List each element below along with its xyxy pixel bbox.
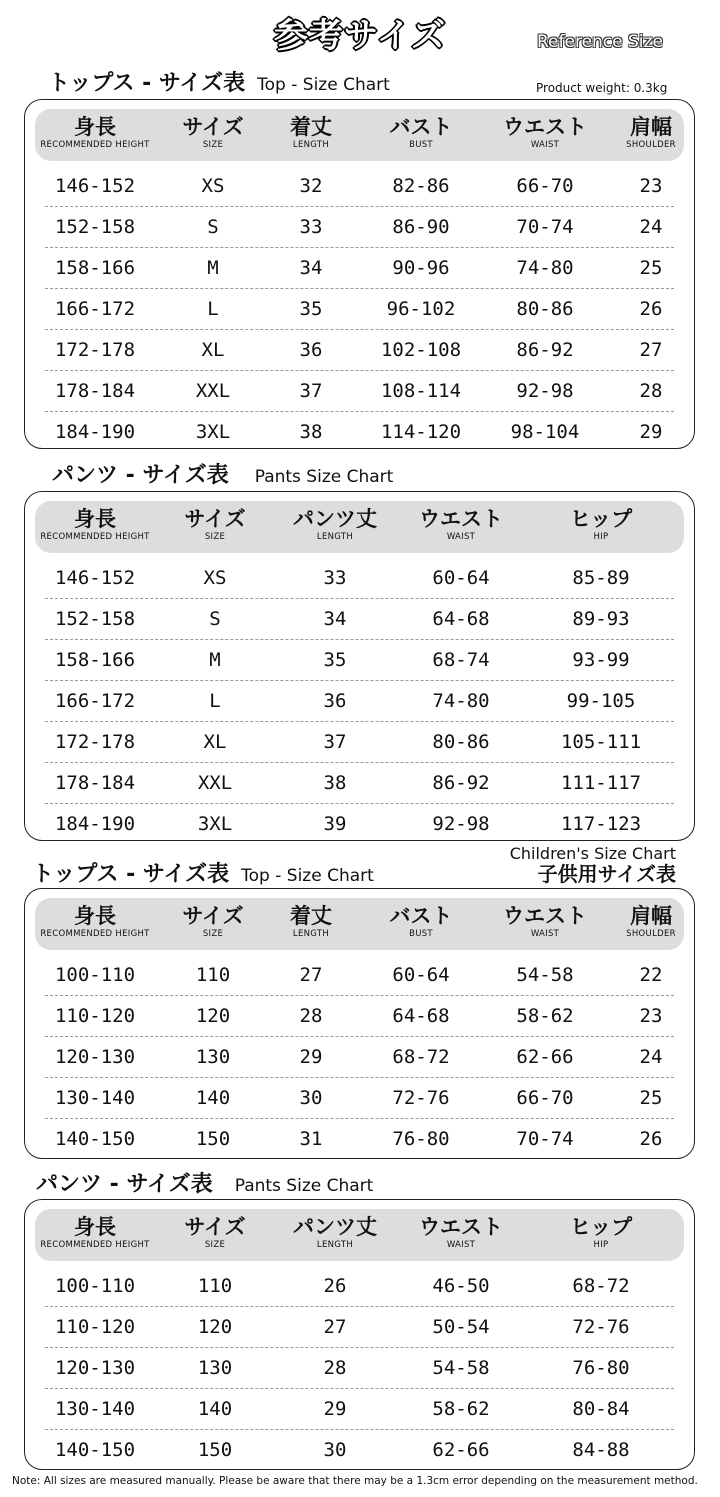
table-cell: 68-72 <box>572 1275 630 1297</box>
tops-child-title-jp: トップス - サイズ表 <box>32 862 230 887</box>
table-cell: 34 <box>299 257 323 279</box>
column-header <box>251 109 371 151</box>
table-cell: 158-166 <box>54 649 136 671</box>
table-row <box>45 1037 674 1078</box>
table-cell: 96-102 <box>386 298 456 320</box>
column-header-en: SHOULDER <box>626 140 676 150</box>
table-cell: 23 <box>639 1005 663 1027</box>
column-header-jp: 肩幅 <box>630 904 672 928</box>
table-cell: XS <box>201 175 225 197</box>
column-header-jp: パンツ丈 <box>293 1215 377 1239</box>
table-cell: 72-76 <box>572 1316 630 1338</box>
column-header-en: BUST <box>409 929 433 939</box>
table-cell: 110 <box>197 1275 233 1297</box>
table-cell: 64-68 <box>392 1005 450 1027</box>
pants-child-title-en: Pants Size Chart <box>234 1176 374 1196</box>
table-header <box>35 1209 684 1261</box>
table-row <box>45 1430 674 1470</box>
table-cell: 102-108 <box>380 339 462 361</box>
table-cell: 3XL <box>195 421 231 443</box>
table-cell: 34 <box>323 608 347 630</box>
column-header <box>35 501 155 543</box>
table-cell: 86-92 <box>516 339 574 361</box>
table-cell: 120-130 <box>54 1357 136 1379</box>
table-cell: 140 <box>195 1087 231 1109</box>
column-header-en: WAIST <box>446 532 476 542</box>
table-header <box>35 501 684 553</box>
table-cell: 140 <box>197 1398 233 1420</box>
table-cell: 70-74 <box>516 1128 574 1150</box>
table-cell: 80-86 <box>516 298 574 320</box>
table-cell: 166-172 <box>54 298 136 320</box>
table-cell: 114-120 <box>380 421 462 443</box>
column-header <box>401 501 521 543</box>
tops-child-title <box>32 857 374 888</box>
column-header <box>35 898 155 940</box>
table-cell: 117-123 <box>560 813 642 835</box>
table-cell: 24 <box>639 1046 663 1068</box>
table-row <box>45 330 674 371</box>
table-cell: 54-58 <box>432 1357 490 1379</box>
column-header-jp: パンツ丈 <box>293 507 377 531</box>
column-header-jp: ヒップ <box>569 1215 633 1239</box>
tops-adult-title-jp: トップス - サイズ表 <box>48 71 246 96</box>
table-cell: 35 <box>323 649 347 671</box>
column-header <box>155 501 275 543</box>
table-cell: 70-74 <box>516 216 574 238</box>
table-cell: L <box>207 298 219 320</box>
table-cell: 184-190 <box>54 421 136 443</box>
column-header-en: SIZE <box>204 1240 226 1250</box>
table-cell: 178-184 <box>54 380 136 402</box>
table-cell: 110-120 <box>54 1316 136 1338</box>
column-header <box>251 898 371 940</box>
column-header-jp: ヒップ <box>569 507 633 531</box>
table-cell: 66-70 <box>516 175 574 197</box>
column-header-en: SHOULDER <box>626 929 676 939</box>
table-row <box>45 804 674 844</box>
column-header-en: SIZE <box>202 140 224 150</box>
children-size-label-jp: 子供用サイズ表 <box>537 862 676 886</box>
table-cell: 22 <box>639 964 663 986</box>
column-header-en: WAIST <box>446 1240 476 1250</box>
table-cell: 105-111 <box>560 731 642 753</box>
table-cell: 93-99 <box>572 649 630 671</box>
column-header <box>591 109 711 151</box>
table-cell: 120-130 <box>54 1046 136 1068</box>
table-cell: 120 <box>197 1316 233 1338</box>
table-cell: 66-70 <box>516 1087 574 1109</box>
table-cell: 92-98 <box>516 380 574 402</box>
table-row <box>45 289 674 330</box>
table-cell: 152-158 <box>54 216 136 238</box>
table-row <box>45 996 674 1037</box>
table-cell: 82-86 <box>392 175 450 197</box>
column-header <box>485 109 605 151</box>
table-cell: 68-74 <box>432 649 490 671</box>
table-cell: 3XL <box>197 813 233 835</box>
table-cell: 38 <box>299 421 323 443</box>
table-cell: 166-172 <box>54 690 136 712</box>
table-cell: 27 <box>323 1316 347 1338</box>
table-cell: S <box>207 216 219 238</box>
column-header <box>541 501 661 543</box>
table-cell: M <box>209 649 221 671</box>
table-cell: 26 <box>323 1275 347 1297</box>
column-header <box>401 1209 521 1251</box>
column-header-jp: ウエスト <box>503 904 587 928</box>
table-cell: 54-58 <box>516 964 574 986</box>
column-header-jp: サイズ <box>184 1215 246 1239</box>
pants-adult-table <box>24 491 695 841</box>
table-cell: 24 <box>639 216 663 238</box>
table-cell: XL <box>203 731 227 753</box>
table-row <box>45 371 674 412</box>
column-header-jp: 身長 <box>74 1215 116 1239</box>
children-size-label-en: Children's Size Chart <box>509 844 676 863</box>
table-cell: 28 <box>639 380 663 402</box>
pants-adult-title-jp: パンツ - サイズ表 <box>52 463 229 488</box>
table-cell: 158-166 <box>54 257 136 279</box>
column-header-en: SIZE <box>204 532 226 542</box>
table-cell: 74-80 <box>432 690 490 712</box>
column-header-en: SIZE <box>202 929 224 939</box>
table-row <box>45 558 674 599</box>
table-cell: 30 <box>299 1087 323 1109</box>
table-row <box>45 207 674 248</box>
table-cell: 99-105 <box>566 690 636 712</box>
table-cell: 60-64 <box>392 964 450 986</box>
table-cell: 80-84 <box>572 1398 630 1420</box>
table-cell: 146-152 <box>54 567 136 589</box>
column-header <box>361 898 481 940</box>
table-cell: 184-190 <box>54 813 136 835</box>
table-cell: 150 <box>197 1439 233 1461</box>
reference-size-label: Reference Size <box>537 32 663 52</box>
column-header-en: LENGTH <box>316 532 354 542</box>
table-cell: 32 <box>299 175 323 197</box>
table-cell: 50-54 <box>432 1316 490 1338</box>
column-header-jp: バスト <box>389 904 453 928</box>
table-cell: 62-66 <box>432 1439 490 1461</box>
table-row <box>45 166 674 207</box>
table-header <box>35 898 684 950</box>
table-cell: 27 <box>639 339 663 361</box>
column-header-jp: 身長 <box>74 507 116 531</box>
table-cell: XL <box>201 339 225 361</box>
table-cell: 36 <box>323 690 347 712</box>
table-cell: 140-150 <box>54 1128 136 1150</box>
table-cell: S <box>209 608 221 630</box>
column-header <box>485 898 605 940</box>
table-cell: 130 <box>197 1357 233 1379</box>
table-row <box>45 1348 674 1389</box>
table-cell: 80-86 <box>432 731 490 753</box>
table-cell: 92-98 <box>432 813 490 835</box>
column-header-en: WAIST <box>530 140 560 150</box>
column-header-en: LENGTH <box>316 1240 354 1250</box>
column-header <box>361 109 481 151</box>
table-cell: 30 <box>323 1439 347 1461</box>
table-row <box>45 722 674 763</box>
tops-adult-title <box>48 66 390 97</box>
table-row <box>45 248 674 289</box>
table-cell: 130-140 <box>54 1087 136 1109</box>
table-cell: 64-68 <box>432 608 490 630</box>
table-cell: 120 <box>195 1005 231 1027</box>
column-header-jp: サイズ <box>184 507 246 531</box>
table-cell: 38 <box>323 772 347 794</box>
table-row <box>45 412 674 452</box>
table-cell: 76-80 <box>572 1357 630 1379</box>
table-cell: 76-80 <box>392 1128 450 1150</box>
column-header-en: LENGTH <box>292 140 330 150</box>
table-row <box>45 1119 674 1159</box>
table-cell: 130-140 <box>54 1398 136 1420</box>
table-cell: 46-50 <box>432 1275 490 1297</box>
table-cell: 110 <box>195 964 231 986</box>
pants-child-title <box>36 1167 373 1198</box>
table-cell: 62-66 <box>516 1046 574 1068</box>
table-cell: 29 <box>323 1398 347 1420</box>
table-cell: 89-93 <box>572 608 630 630</box>
column-header-en: RECOMMENDED HEIGHT <box>40 532 150 542</box>
product-weight: Product weight: 0.3kg <box>536 81 668 95</box>
column-header-jp: サイズ <box>182 904 244 928</box>
page-title: 参考サイズ <box>273 16 447 56</box>
column-header-en: BUST <box>409 140 433 150</box>
column-header-jp: 身長 <box>74 904 116 928</box>
table-cell: 29 <box>639 421 663 443</box>
table-cell: 86-92 <box>432 772 490 794</box>
table-cell: 86-90 <box>392 216 450 238</box>
table-cell: 130 <box>195 1046 231 1068</box>
table-cell: 98-104 <box>510 421 580 443</box>
table-cell: 26 <box>639 1128 663 1150</box>
table-cell: XS <box>203 567 227 589</box>
column-header <box>591 898 711 940</box>
table-cell: 110-120 <box>54 1005 136 1027</box>
table-cell: 140-150 <box>54 1439 136 1461</box>
table-cell: L <box>209 690 221 712</box>
pants-adult-title <box>52 458 393 489</box>
table-cell: 178-184 <box>54 772 136 794</box>
table-cell: 68-72 <box>392 1046 450 1068</box>
column-header-jp: 着丈 <box>290 904 332 928</box>
table-cell: 33 <box>299 216 323 238</box>
table-row <box>45 955 674 996</box>
column-header-en: RECOMMENDED HEIGHT <box>40 140 150 150</box>
table-row <box>45 1389 674 1430</box>
tops-child-title-en: Top - Size Chart <box>241 866 374 886</box>
table-cell: 90-96 <box>392 257 450 279</box>
table-cell: 85-89 <box>572 567 630 589</box>
table-cell: 152-158 <box>54 608 136 630</box>
table-cell: 28 <box>299 1005 323 1027</box>
column-header <box>35 1209 155 1251</box>
column-header-jp: ウエスト <box>419 507 503 531</box>
table-cell: 60-64 <box>432 567 490 589</box>
table-row <box>45 599 674 640</box>
table-cell: 31 <box>299 1128 323 1150</box>
column-header-jp: 身長 <box>74 115 116 139</box>
pants-child-table <box>24 1199 695 1470</box>
pants-adult-title-en: Pants Size Chart <box>254 467 394 487</box>
tops-adult-title-en: Top - Size Chart <box>257 75 390 95</box>
tops-child-table <box>24 888 695 1159</box>
children-size-label <box>510 843 676 885</box>
table-cell: 74-80 <box>516 257 574 279</box>
table-cell: 108-114 <box>380 380 462 402</box>
column-header <box>155 1209 275 1251</box>
table-cell: 58-62 <box>516 1005 574 1027</box>
column-header <box>275 501 395 543</box>
table-cell: 72-76 <box>392 1087 450 1109</box>
column-header-en: LENGTH <box>292 929 330 939</box>
column-header-jp: バスト <box>389 115 453 139</box>
table-cell: XXL <box>197 772 233 794</box>
table-row <box>45 1078 674 1119</box>
column-header-jp: ウエスト <box>419 1215 503 1239</box>
table-cell: 27 <box>299 964 323 986</box>
table-cell: 33 <box>323 567 347 589</box>
column-header-en: HIP <box>593 1240 609 1250</box>
column-header-jp: ウエスト <box>503 115 587 139</box>
table-cell: 111-117 <box>560 772 642 794</box>
table-cell: 25 <box>639 257 663 279</box>
footnote: Note: All sizes are measured manually. Please be aware that there may be a 1.3cm error depending on the measurement method. <box>12 1475 698 1487</box>
table-cell: 39 <box>323 813 347 835</box>
tops-adult-table <box>24 99 695 449</box>
table-row <box>45 640 674 681</box>
table-cell: 29 <box>299 1046 323 1068</box>
column-header-en: RECOMMENDED HEIGHT <box>40 1240 150 1250</box>
table-cell: 172-178 <box>54 731 136 753</box>
table-cell: 84-88 <box>572 1439 630 1461</box>
table-row <box>45 763 674 804</box>
table-cell: 28 <box>323 1357 347 1379</box>
table-header <box>35 109 684 161</box>
column-header-en: WAIST <box>530 929 560 939</box>
table-row <box>45 1307 674 1348</box>
column-header-en: HIP <box>593 532 609 542</box>
column-header <box>275 1209 395 1251</box>
column-header-jp: サイズ <box>182 115 244 139</box>
table-cell: M <box>207 257 219 279</box>
table-cell: 100-110 <box>54 964 136 986</box>
column-header-jp: 着丈 <box>290 115 332 139</box>
table-cell: 58-62 <box>432 1398 490 1420</box>
column-header-en: RECOMMENDED HEIGHT <box>40 929 150 939</box>
table-cell: 26 <box>639 298 663 320</box>
table-cell: 35 <box>299 298 323 320</box>
table-cell: 150 <box>195 1128 231 1150</box>
table-cell: 23 <box>639 175 663 197</box>
pants-child-title-jp: パンツ - サイズ表 <box>36 1172 213 1197</box>
table-row <box>45 681 674 722</box>
table-cell: 146-152 <box>54 175 136 197</box>
table-row <box>45 1266 674 1307</box>
table-cell: 37 <box>299 380 323 402</box>
table-cell: 36 <box>299 339 323 361</box>
table-cell: XXL <box>195 380 231 402</box>
column-header <box>35 109 155 151</box>
table-cell: 172-178 <box>54 339 136 361</box>
table-cell: 37 <box>323 731 347 753</box>
table-cell: 100-110 <box>54 1275 136 1297</box>
table-cell: 25 <box>639 1087 663 1109</box>
column-header-jp: 肩幅 <box>630 115 672 139</box>
column-header <box>541 1209 661 1251</box>
